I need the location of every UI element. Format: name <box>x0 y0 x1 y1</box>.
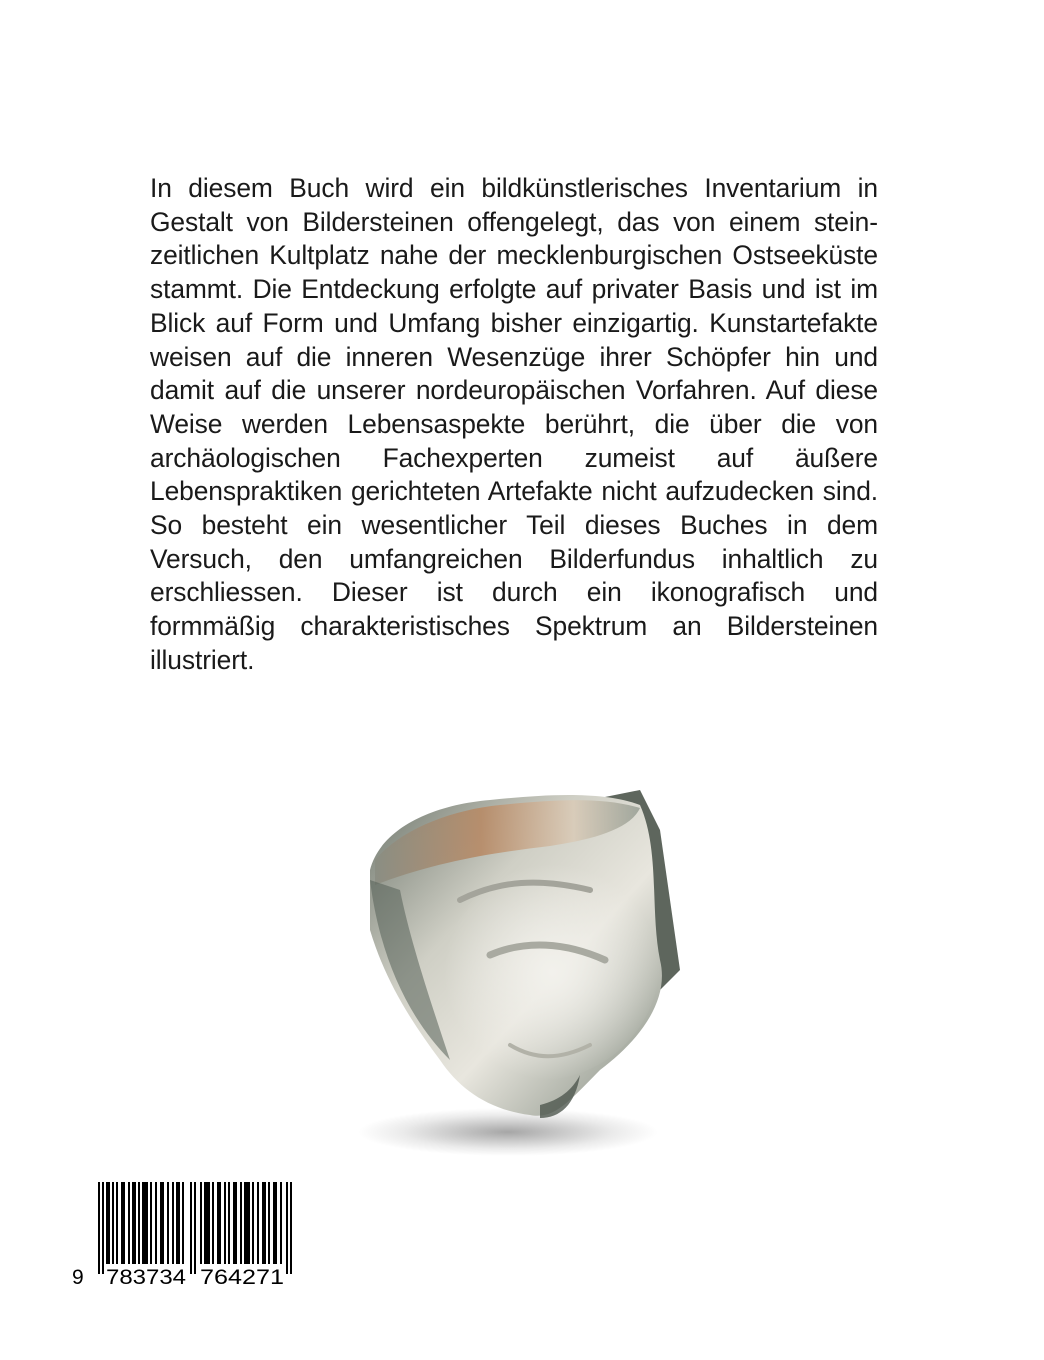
stone-face-highlight <box>420 840 660 1080</box>
back-cover-blurb: In diesem Buch wird ein bildkünstlerisches Inventarium in Gestalt von Bildersteinen offengelegt, das von einem steinzeitlichen Kultplatz nahe der mecklenburgischen Ostseeküste stammt. Die Entdeckung erfolgte auf privater Basis und ist im Blick auf Form und Umfang bisher einzigartig. Kunstartefakte weisen auf die inneren Wesenzüge ihrer Schöpfer hin und damit auf die unserer nordeuropäischen Vorfahren. Auf diese Weise werden Lebensaspekte berührt, die über die von archäologischen Fachexperten zumeist auf äußere Lebenspraktiken gerichteten Artefakte nicht aufzudecken sind. So besteht ein wesentlicher Teil dieses Buches in dem Versuch, den umfangreichen Bilderfundus inhaltlich zu erschliessen. Dieser ist durch ein ikonografisch und formmäßig charakteristisches Spektrum an Bildersteinen illustriert. <box>150 173 878 675</box>
carved-stone-head-photo <box>340 760 700 1160</box>
barcode-left-digits: 783734 <box>106 1266 187 1286</box>
barcode-first-digit: 9 <box>72 1266 84 1286</box>
isbn-barcode <box>68 1180 318 1286</box>
stone-shadow <box>358 1108 658 1156</box>
barcode-right-digits: 764271 <box>200 1266 284 1286</box>
barcode-bars <box>98 1182 292 1274</box>
